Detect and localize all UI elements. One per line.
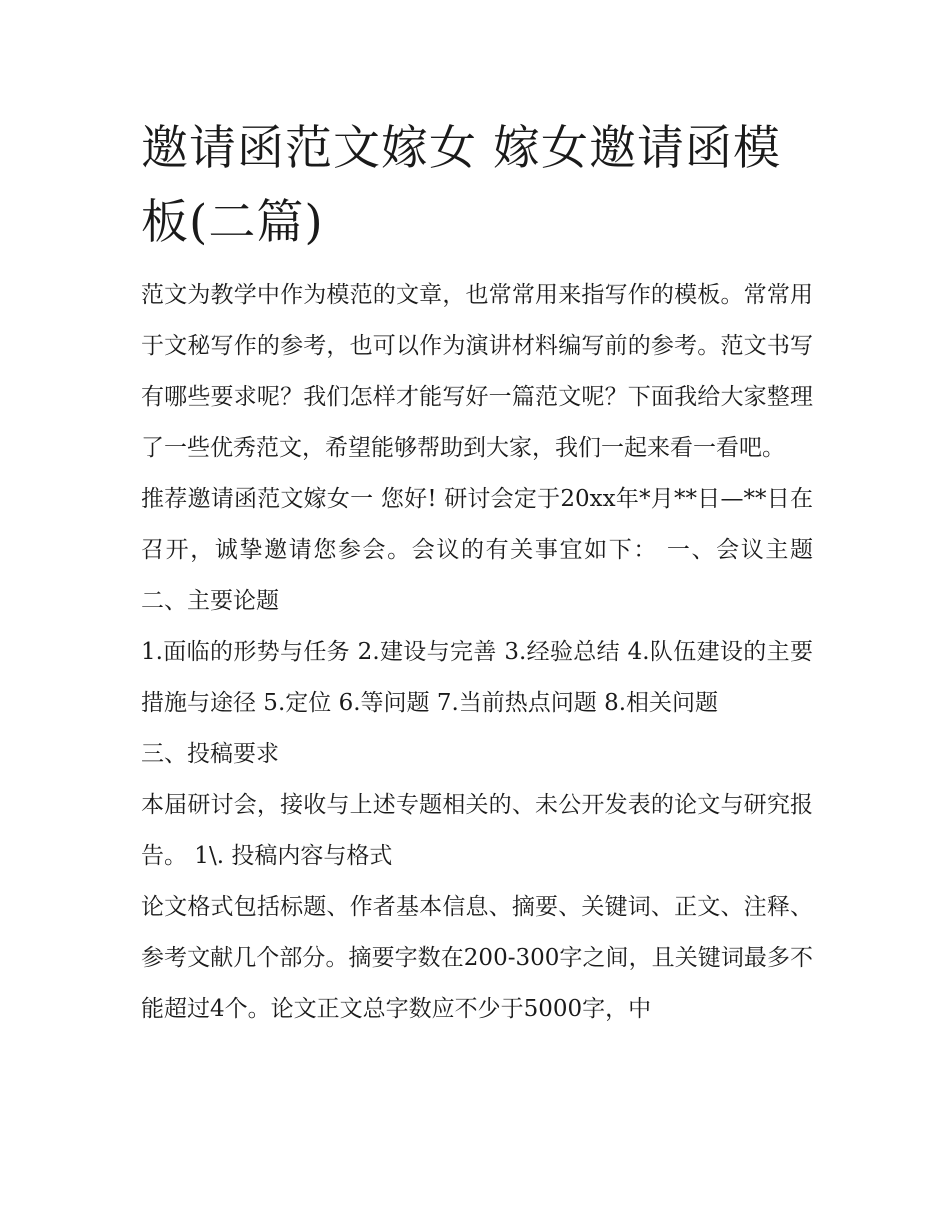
submission-paragraph: 本届研讨会，接收与上述专题相关的、未公开发表的论文与研究报告。 1\. 投稿内容与格式: [141, 792, 813, 869]
document-body: [141, 112, 813, 1035]
document-title: 邀请函范文嫁女 嫁女邀请函模板(二篇): [141, 121, 781, 250]
format-paragraph: 论文格式包括标题、作者基本信息、摘要、关键词、正文、注释、参考文献几个部分。摘要字数在200-300字之间，且关键词最多不能超过4个。论文正文总字数应不少于5000字，中: [141, 894, 813, 1022]
intro-paragraph: 范文为教学中作为模范的文章，也常常用来指写作的模板。常常用于文秘写作的参考，也可以作为演讲材料编写前的参考。范文书写有哪些要求呢？我们怎样才能写好一篇范文呢？下面我给大家整理了一些优秀范文，希望能够帮助到大家，我们一起来看一看吧。: [141, 282, 813, 461]
section-heading-submission: 三、投稿要求: [141, 741, 279, 767]
topics-list-paragraph: 1.面临的形势与任务 2.建设与完善 3.经验总结 4.队伍建设的主要措施与途径 5.定位 6.等问题 7.当前热点问题 8.相关问题: [141, 639, 813, 716]
invitation-paragraph: 推荐邀请函范文嫁女一 您好! 研讨会定于20xx年*月**日—**日在召开，诚挚邀请您参会。会议的有关事宜如下： 一、会议主题 二、主要论题: [141, 486, 813, 614]
